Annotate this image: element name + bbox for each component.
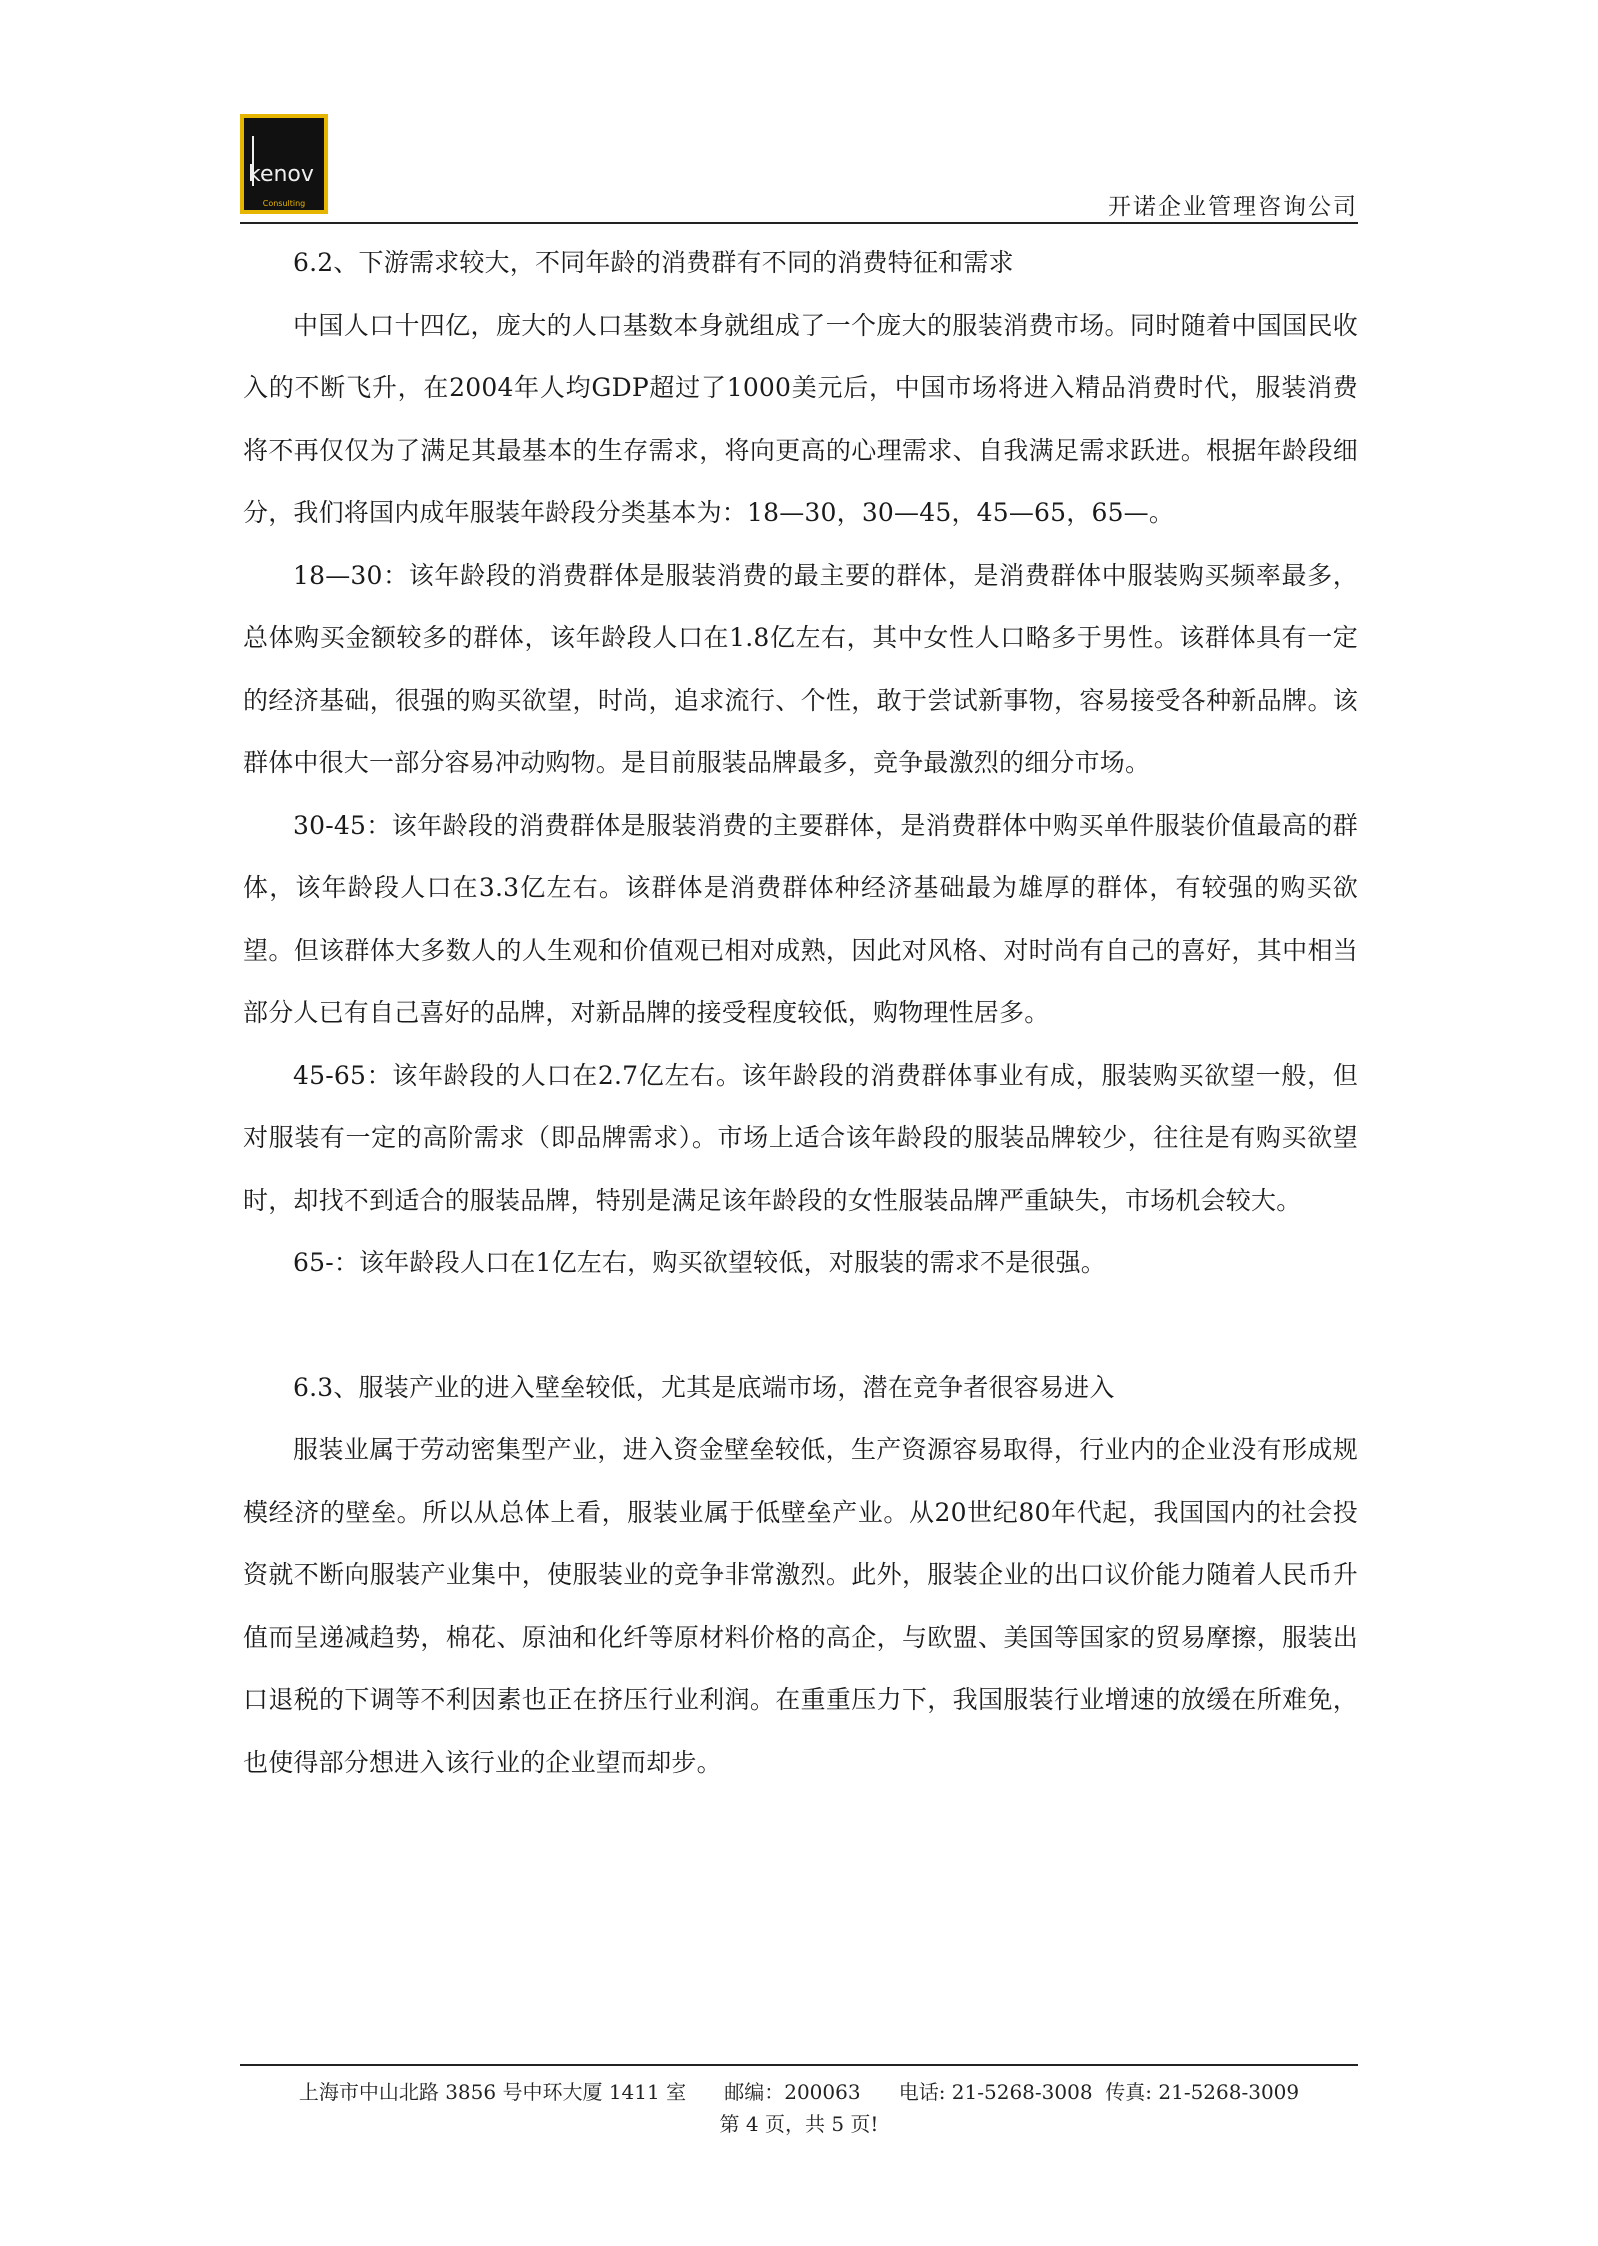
logo-subtext: Consulting xyxy=(244,199,324,208)
footer-address: 上海市中山北路 3856 号中环大厦 1411 室 邮编：200063 电话: 21-5268-3008 传真: 21-5268-3009 xyxy=(298,2080,1300,2104)
paragraph-age-18-30: 18—30：该年龄段的消费群体是服装消费的最主要的群体，是消费群体中服装购买频率最多，总体购买金额较多的群体，该年龄段人口在1.8亿左右，其中女性人口略多于男性。该群体具有一定的经济基础，很强的购买欲望，时尚，追求流行、个性，敢于尝试新事物，容易接受各种新品牌。该群体中很大一部分容易冲动购物。是目前服装品牌最多，竞争最激烈的细分市场。 xyxy=(243,560,1358,777)
paragraph-age-30-45: 30-45：该年龄段的消费群体是服装消费的主要群体，是消费群体中购买单件服装价值最高的群体，该年龄段人口在3.3亿左右。该群体是消费群体种经济基础最为雄厚的群体，有较强的购买欲望。但该群体大多数人的人生观和价值观已相对成熟，因此对风格、对时尚有自己的喜好，其中相当部分人已有自己喜好的品牌，对新品牌的接受程度较低，购物理性居多。 xyxy=(243,810,1358,1027)
paragraph-age-65: 65-：该年龄段人口在1亿左右，购买欲望较低，对服装的需求不是很强。 xyxy=(293,1248,1106,1277)
header-divider xyxy=(240,222,1358,224)
section-gap xyxy=(243,1295,1358,1357)
company-name: 开诺企业管理咨询公司 xyxy=(1108,194,1358,220)
page-number: 第 4 页，共 5 页! xyxy=(719,2112,879,2136)
paragraph-age-45-65: 45-65：该年龄段的人口在2.7亿左右。该年龄段的消费群体事业有成，服装购买欲望一般，但对服装有一定的高阶需求（即品牌需求）。市场上适合该年龄段的服装品牌较少，往往是有购买欲望时，却找不到适合的服装品牌，特别是满足该年龄段的女性服装品牌严重缺失，市场机会较大。 xyxy=(243,1060,1358,1215)
logo-text: kenov xyxy=(248,162,314,187)
logo-mark xyxy=(244,118,324,210)
section-heading-6-2: 6.2、下游需求较大，不同年龄的消费群有不同的消费特征和需求 xyxy=(293,248,1014,277)
paragraph-population: 中国人口十四亿，庞大的人口基数本身就组成了一个庞大的服装消费市场。同时随着中国国民收入的不断飞升，在2004年人均GDP超过了1000美元后，中国市场将进入精品消费时代，服装消费将不再仅仅为了满足其最基本的生存需求，将向更高的心理需求、自我满足需求跃进。根据年龄段细分，我们将国内成年服装年龄段分类基本为：18—30，30—45，45—65，65—。 xyxy=(243,310,1358,527)
paragraph-entry-barriers: 服装业属于劳动密集型产业，进入资金壁垒较低，生产资源容易取得，行业内的企业没有形成规模经济的壁垒。所以从总体上看，服装业属于低壁垒产业。从20世纪80年代起，我国国内的社会投资就不断向服装产业集中，使服装业的竞争非常激烈。此外，服装企业的出口议价能力随着人民币升值而呈递减趋势，棉花、原油和化纤等原材料价格的高企，与欧盟、美国等国家的贸易摩擦，服装出口退税的下调等不利因素也正在挤压行业利润。在重重压力下，我国服装行业增速的放缓在所难免，也使得部分想进入该行业的企业望而却步。 xyxy=(243,1435,1358,1777)
footer-divider xyxy=(240,2064,1358,2066)
company-logo xyxy=(240,114,328,214)
document-body xyxy=(243,232,1358,1794)
section-heading-6-3: 6.3、服装产业的进入壁垒较低，尤其是底端市场，潜在竞争者很容易进入 xyxy=(293,1372,1115,1402)
